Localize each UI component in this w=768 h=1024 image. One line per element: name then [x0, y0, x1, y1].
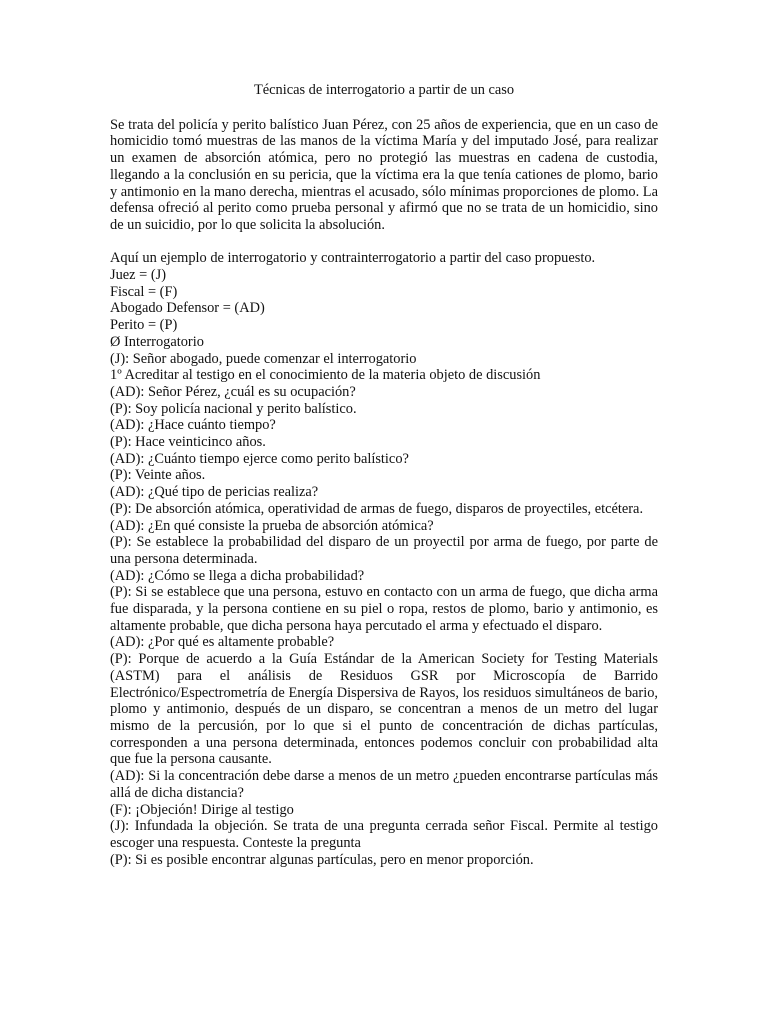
dialogue-line: (P): Veinte años. — [110, 467, 206, 484]
dialogue-line: (AD): ¿En qué consiste la prueba de absorción atómica? — [110, 517, 434, 534]
document-page — [110, 82, 658, 868]
paragraph-gap — [110, 234, 658, 251]
dialogue-line: (AD): ¿Cómo se llega a dicha probabilidad? — [110, 567, 365, 584]
dialogue-line: (P): Se establece la probabilidad del disparo de un proyectil por arma de fuego, por parte de una persona determinada. — [110, 534, 658, 567]
section-heading-interrogatorio: Ø Interrogatorio — [110, 333, 204, 350]
legend-prosecutor: Fiscal = (F) — [110, 283, 178, 300]
dialogue-line: (AD): ¿Hace cuánto tiempo? — [110, 417, 276, 434]
dialogue-line: (P): Porque de acuerdo a la Guía Estándar de la American Society for Testing Materials (ASTM) para el análisis de Residuos GSR por Microscopía de Barrido Electrónico/Espectrometría de Energía Dispersiva de Rayos, los residuos simultáneos de bario, plomo y antimonio, después de un disparo, se concentran a menos de un metro del lugar mismo de la percusión, por lo que si el punto de concentración de dichas partículas, corresponden a una persona determinada, entonces podemos concluir con probabilidad alta que fue la persona causante. — [110, 651, 658, 768]
dialogue-line: (P): Soy policía nacional y perito balístico. — [110, 400, 357, 417]
legend-judge: Juez = (J) — [110, 267, 167, 284]
document-title: Técnicas de interrogatorio a partir de un caso — [253, 82, 515, 98]
dialogue-line: (P): Si es posible encontrar algunas partículas, pero en menor proporción. — [110, 851, 534, 868]
dialogue-line: (J): Señor abogado, puede comenzar el interrogatorio — [110, 350, 417, 367]
dialogue-line: (P): Hace veinticinco años. — [110, 434, 266, 451]
legend-expert: Perito = (P) — [110, 317, 178, 334]
legend-defense-attorney: Abogado Defensor = (AD) — [110, 300, 265, 317]
dialogue-line: (P): De absorción atómica, operatividad de armas de fuego, disparos de proyectiles, etcétera. — [110, 500, 644, 517]
dialogue-line: (AD): ¿Qué tipo de pericias realiza? — [110, 484, 319, 501]
example-intro-line: Aquí un ejemplo de interrogatorio y contrainterrogatorio a partir del caso propuesto. — [110, 250, 596, 267]
dialogue-line: (F): ¡Objeción! Dirige al testigo — [110, 801, 294, 818]
step-heading: 1º Acreditar al testigo en el conocimiento de la materia objeto de discusión — [110, 367, 541, 384]
case-intro-paragraph: Se trata del policía y perito balístico Juan Pérez, con 25 años de experiencia, que en un caso de homicidio tomó muestras de las manos de la víctima María y del imputado José, para realizar un examen de absorción atómica, pero no protegió las muestras en cadena de custodia, llegando a la conclusión en su pericia, que la víctima era la que tenía cationes de plomo, bario y antimonio en la mano derecha, mientras el acusado, sólo mínimas proporciones de plomo. La defensa ofreció al perito como prueba personal y afirmó que no se trata de un homicidio, sino de un suicidio, por lo que solicita la absolución. — [110, 116, 658, 233]
dialogue-line: (AD): Si la concentración debe darse a menos de un metro ¿pueden encontrarse partículas más allá de dicha distancia? — [110, 768, 658, 801]
dialogue-line: (AD): Señor Pérez, ¿cuál es su ocupación? — [110, 383, 356, 400]
dialogue-line: (AD): ¿Por qué es altamente probable? — [110, 634, 335, 651]
dialogue-line: (P): Si se establece que una persona, estuvo en contacto con un arma de fuego, que dicha arma fue disparada, y la persona contiene en su piel o ropa, restos de plomo, bario y antimonio, es altamente probable, que dicha persona haya percutado el arma y efectuado el disparo. — [110, 584, 658, 634]
dialogue-line: (AD): ¿Cuánto tiempo ejerce como perito balístico? — [110, 450, 409, 467]
dialogue-line: (J): Infundada la objeción. Se trata de una pregunta cerrada señor Fiscal. Permite al testigo escoger una respuesta. Conteste la pregunta — [110, 818, 658, 851]
